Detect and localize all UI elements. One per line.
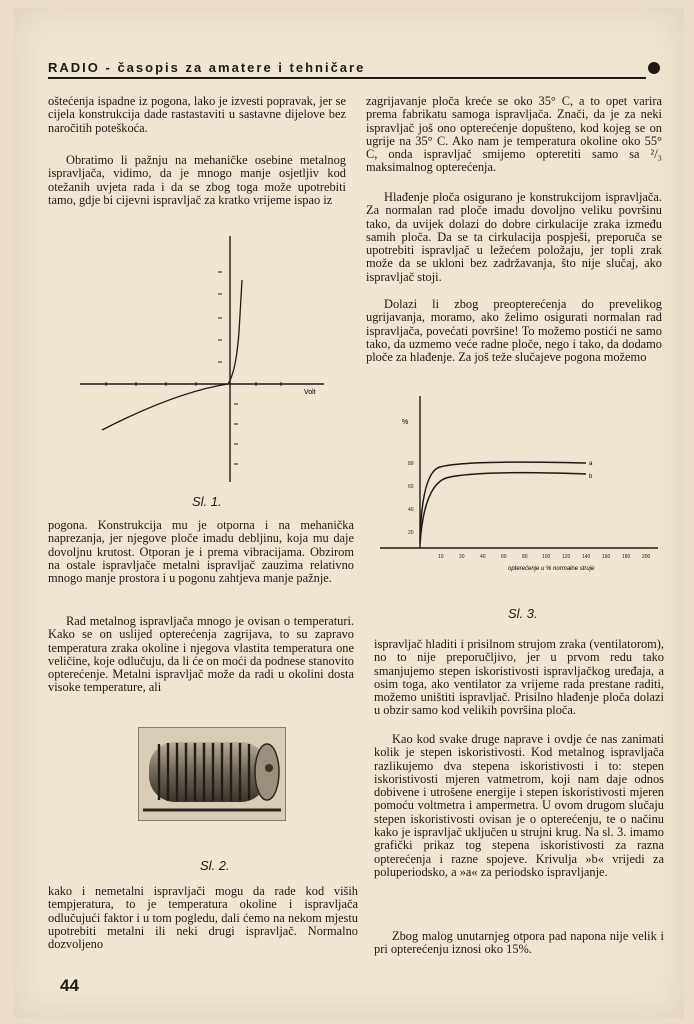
svg-text:40: 40 [480,554,486,560]
fig3-y-label: % [402,419,409,426]
left-paragraph-5: kako i nemetalni ispravljači mogu da rade kod viših tempjeratura, to je temperatura okoline i ispravljača odlučujući faktor i u tom pogledu, dali ćemo na nekom mjestu upotrebiti metalni ili neki drugi ispravljač. Normalno dozvoljeno [48,885,358,952]
figure-3-caption: Sl. 3. [508,606,538,621]
left-paragraph-4: Rad metalnog ispravljača mnogo je ovisan o temperaturi. Kako se on uslijed opterećenja zagrijava, to su zapravo temperatura zraka okoline i njegova vlastita temperatura one veličine, koje odlučuju, da li će on moći da podnese stanovito opterećenje. Metalni ispravljač može da radi u okolini dosta visoke temperature, ali [48,615,354,695]
figure-1-graph [76,232,328,487]
svg-text:40: 40 [408,507,414,513]
right-paragraph-5: Kao kod svake druge naprave i ovdje će nas zanimati kolik je stepen iskoristivosti. Kod metalnog ispravljača razlikujemo dva stepena iskoristivosti i to: stepen iskoristivosti mjeren vatmetrom, koji nam daje odnos dobivene i utrošene energije i stepen iskoristivosti mjeren pomoću voltmetra i ampermetra. U ovom drugom slučaju stepen iskoristivosti ovisan je o opterećenju, te o načinu kako je ispravljač uključen u strujni krug. Na sl. 3. imamo grafički prikaz tog stepena iskoristivosti za razna opterećenja i razne spojeve. Krivulja »b« vrijedi za poluperiodsko, a »a« za periodsko ispravljanje. [374,733,664,879]
running-header [48,60,660,80]
svg-text:60: 60 [408,484,414,490]
fig1-x-label: Volt [304,389,316,396]
right-paragraph-6: Zbog malog unutarnjeg otpora pad napona nije velik i pri opterećenju iznosi oko 15%. [374,930,664,957]
header-dot [648,62,660,74]
svg-text:140: 140 [582,554,591,560]
figure-2-photo [138,727,286,821]
figure-3-graph [376,390,664,590]
page-number: 44 [60,976,79,995]
fig3-yticks [408,461,414,536]
fig3-curve-b [420,473,586,544]
left-paragraph-3: pogona. Konstrukcija mu je otporna i na mehanička naprezanja, jer njegove ploče imadu debljinu, koja mu daje dovoljnu krutost. Otporan je i prema vibracijama. Obzirom na ostale ispravljače metalni ispravljač zauzima relativno mnogo manje prostora i u pogonu zahtjeva manje pažnje. [48,519,354,586]
svg-text:10: 10 [438,554,444,560]
fig3-curve-a-label: a [589,461,593,467]
header-rule [48,77,646,79]
left-paragraph-1: oštećenja ispadne iz pogona, lako je izvesti popravak, jer se cijela konstrukcija dade rastastaviti u sastavne dijelove bez naročitih poteškoća. [48,95,346,135]
svg-text:20: 20 [408,530,414,536]
left-paragraph-2: Obratimo li pažnju na mehaničke osebine metalnog ispravljača, vidimo, da je mnogo manje osjetljiv kod otežanih uvjeta rada i da se zbog toga može upotrebiti tamo, gdje bi cijevni ispravljač za kratko vrijeme ispao iz [48,154,346,207]
fig1-reverse-curve [102,384,228,430]
right-paragraph-1: zagrijavanje ploča kreće se oko 35° C, a to opet varira prema fabrikatu samoga ispravljača. Znači, da je za neki ispravljač još ono opterećenje dopušteno, kod kojeg se on ugrije na 35° C. Ako nam je temperatura okoline oko 55° C, onda ispravljač smijemo opteretiti samo sa ²/₃ maksimalnog opterećenja. [366,95,662,175]
svg-text:80: 80 [522,554,528,560]
svg-text:160: 160 [602,554,611,560]
header-title: RADIO - časopis za amatere i tehničare [48,60,366,75]
svg-text:180: 180 [622,554,631,560]
right-paragraph-2: Hlađenje ploča osigurano je konstrukcijom ispravljača. Za normalan rad ploče imadu dovoljno veliku površinu tako, da uvijek dolazi do dobre cirkulacije zraka između samih ploča. Da se ta cirkulacija pospješi, preporuča se upotrebiti ispravljač u ležećem položaju, jer topli zrak može da se ukloni bez zadržavanja, što nije slučaj, ako ispravljač stoji. [366,191,662,284]
svg-text:100: 100 [542,554,551,560]
fig1-ticks [106,272,281,464]
fig3-curve-b-label: b [589,474,593,480]
right-paragraph-4: ispravljač hladiti i prisilnom strujom zraka (ventilatorom), no to nije preporučljivo, jer u prvom redu tako smanjujemo stepen iskoristivosti ispravljačkog uređaja, a osim toga, ako ventilator za vrijeme rada prestane raditi, možemo uništiti ispravljač. Prisilno hlađenje ploča dolazi u obzir samo kod velikih površina ploča. [374,638,664,718]
svg-text:120: 120 [562,554,571,560]
svg-text:20: 20 [459,554,465,560]
right-paragraph-3: Dolazi li zbog preopterećenja do prevelikog ugrijavanja, moramo, ako želimo osigurati normalan rad ispravljača, povećati površine! To možemo postići ne samo tako, da uzmemo veće radne ploče, nego i tako, da dodamo ploče za hlađenje. Za još teže slučajeve pogona možemo [366,298,662,365]
figure-2-caption: Sl. 2. [200,858,230,873]
fig3-x-label: opterećenje u % normalne struje [508,566,595,572]
svg-text:200: 200 [642,554,651,560]
svg-text:80: 80 [408,461,414,467]
figure-1-caption: Sl. 1. [192,494,222,509]
svg-text:60: 60 [501,554,507,560]
fig3-xticks [438,554,651,560]
